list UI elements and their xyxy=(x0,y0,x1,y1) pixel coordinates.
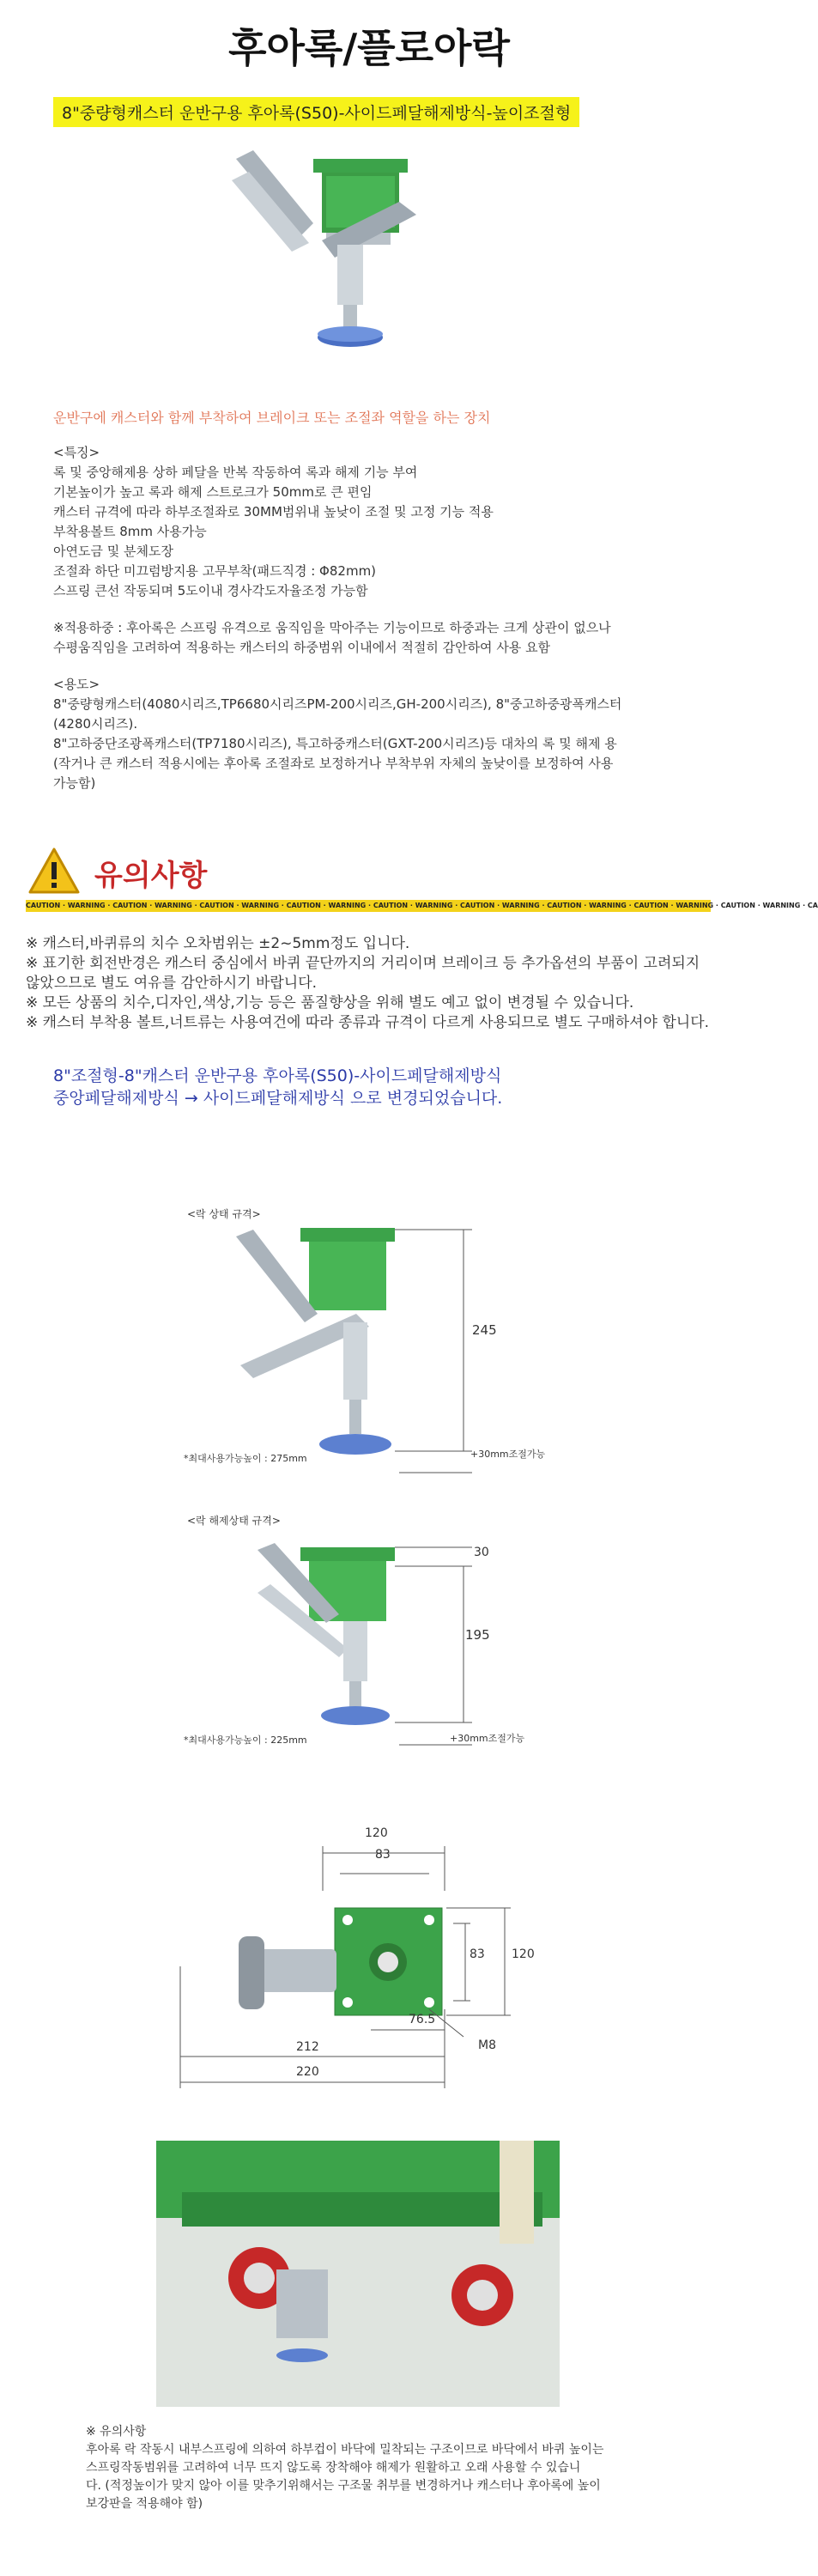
plate-dim-offset: 76.5 xyxy=(409,2013,436,2026)
change-notice-line: 8"조절형-8"캐스터 운반구용 후아록(S50)-사이드페달해제방식 xyxy=(53,1066,502,1085)
usage-line: (4280시리즈). xyxy=(53,716,138,732)
usage-heading: <용도> xyxy=(53,677,100,692)
product-subtitle: 8"중량형캐스터 운반구용 후아록(S50)-사이드페달해제방식-높이조절형 xyxy=(53,97,579,127)
feature-line: 록 및 중앙해제용 상하 페달을 반복 작동하여 록과 해제 기능 부여 xyxy=(53,465,418,480)
plate-dim-total: 220 xyxy=(296,2065,319,2079)
caution-title: 유의사항 xyxy=(94,859,208,893)
lock-adjust-note: +30mm조절가능 xyxy=(470,1449,546,1460)
release-max-height-note: *최대사용가능높이 : 225mm xyxy=(184,1735,307,1746)
floor-lock-photo xyxy=(219,142,476,374)
change-notice-line: 중앙페달해제방식 → 사이드페달해제방식 으로 변경되었습니다. xyxy=(53,1089,503,1108)
plate-dim-inner-width: 83 xyxy=(375,1848,391,1862)
plate-dim-bolt: M8 xyxy=(478,2038,496,2052)
lock-state-label: <락 상태 규격> xyxy=(187,1208,261,1220)
warning-triangle-icon xyxy=(27,847,81,895)
feature-line: 부착용볼트 8mm 사용가능 xyxy=(53,524,207,539)
load-note-line: 수평움직임을 고려하여 적용하는 캐스터의 하중범위 이내에서 적절히 감안하여 사용 요함 xyxy=(53,640,551,655)
release-state-label: <락 해제상태 규격> xyxy=(187,1515,281,1527)
plate-dim-outer-width: 120 xyxy=(365,1826,388,1840)
usage-line: 8"중량형캐스터(4080시리즈,TP6680시리즈PM-200시리즈,GH-200시리즈), 8"중고하중광폭캐스터 xyxy=(53,696,622,712)
trolley-application-photo xyxy=(156,2141,560,2407)
feature-line: 기본높이가 높고 록과 해제 스트로크가 50mm로 큰 편임 xyxy=(53,484,373,500)
usage-line: 가능함) xyxy=(53,775,96,791)
bottom-note xyxy=(86,2423,670,2513)
feature-line: 스프링 큰선 작동되며 5도이내 경사각도자율조정 가능함 xyxy=(53,583,368,598)
lock-max-height-note: *최대사용가능높이 : 275mm xyxy=(184,1453,307,1464)
plate-dim-outer-height: 120 xyxy=(512,1947,535,1961)
caution-tape: CAUTION · WARNING · CAUTION · WARNING · CAUTION · WARNING · CAUTION · WARNING · CAUTION · WARNING · CAUTION · WARNING · CAUTION · WARNING · CAUTION · WARNING · CAUTION · WARNING · CA xyxy=(26,900,711,912)
bottom-note-heading: ※ 유의사항 xyxy=(86,2425,147,2439)
caution-note: ※ 캐스터,바퀴류의 치수 오차범위는 ±2~5mm정도 입니다. xyxy=(26,935,410,952)
usage-line: (작거나 큰 캐스터 적용시에는 후아록 조절좌로 보정하거나 부착부위 자체의 높낮이를 보정하여 사용 xyxy=(53,756,614,771)
intro-text: 운반구에 캐스터와 함께 부착하여 브레이크 또는 조절좌 역할을 하는 장치 xyxy=(53,410,491,426)
caution-note: ※ 표기한 회전반경은 캐스터 중심에서 바퀴 끝단까지의 거리이며 브레이크 등 추가옵션의 부품이 고려되지 않았으므로 별도 여유를 감안하시기 바랍니다. xyxy=(26,955,700,992)
bottom-note-line: 스프링작동범위를 고려하여 너무 뜨지 않도록 장착해야 해제가 원활하고 오래 사용할 수 있습니 xyxy=(86,2461,581,2475)
features-section xyxy=(53,443,706,793)
features-heading: <특징> xyxy=(53,445,100,460)
bottom-note-line: 보강판을 적용해야 함) xyxy=(86,2497,203,2511)
feature-line: 아연도금 및 분체도장 xyxy=(53,544,173,559)
lock-dim-height: 245 xyxy=(472,1322,497,1338)
plate-dim-inner-height: 83 xyxy=(470,1947,485,1961)
mounting-plate-diagram xyxy=(172,1838,549,2095)
usage-line: 8"고하중단조광폭캐스터(TP7180시리즈), 특고하중캐스터(GXT-200시리즈)등 대차의 록 및 해제 용 xyxy=(53,736,617,751)
release-state-diagram xyxy=(176,1528,571,1786)
bottom-note-line: 후아록 락 작동시 내부스프링에 의하여 하부컵이 바닥에 밀착되는 구조이므로 바닥에서 바퀴 높이는 xyxy=(86,2443,604,2457)
change-notice xyxy=(53,1065,502,1109)
feature-line: 캐스터 규격에 따라 하부조절좌로 30MM범위내 높낮이 조절 및 고정 기능 적용 xyxy=(53,504,494,519)
feature-line: 조절좌 하단 미끄럼방지용 고무부착(패드직경 : Φ82mm) xyxy=(53,563,377,579)
plate-dim-reach: 212 xyxy=(296,2040,319,2054)
page-title: 후아록/플로아락 xyxy=(228,25,510,71)
release-dim-height: 195 xyxy=(465,1627,490,1643)
caution-note: ※ 모든 상품의 치수,디자인,색상,기능 등은 품질향상을 위해 별도 예고 없이 변경될 수 있습니다. xyxy=(26,994,634,1012)
release-dim-top: 30 xyxy=(474,1546,489,1559)
load-note-line: ※적용하중 : 후아록은 스프링 유격으로 움직임을 막아주는 기능이므로 하중과는 크게 상관이 없으나 xyxy=(53,620,611,635)
lock-state-diagram xyxy=(176,1219,571,1481)
caution-notes xyxy=(26,934,712,1033)
release-adjust-note: +30mm조절가능 xyxy=(450,1733,525,1744)
caution-note: ※ 캐스터 부착용 볼트,너트류는 사용여건에 따라 종류과 규격이 다르게 사용되므로 별도 구매하셔야 합니다. xyxy=(26,1014,710,1031)
bottom-note-line: 다. (적정높이가 맞지 않아 이를 맞추기위해서는 구조물 취부를 변경하거나 캐스터나 후아록에 높이 xyxy=(86,2479,601,2493)
